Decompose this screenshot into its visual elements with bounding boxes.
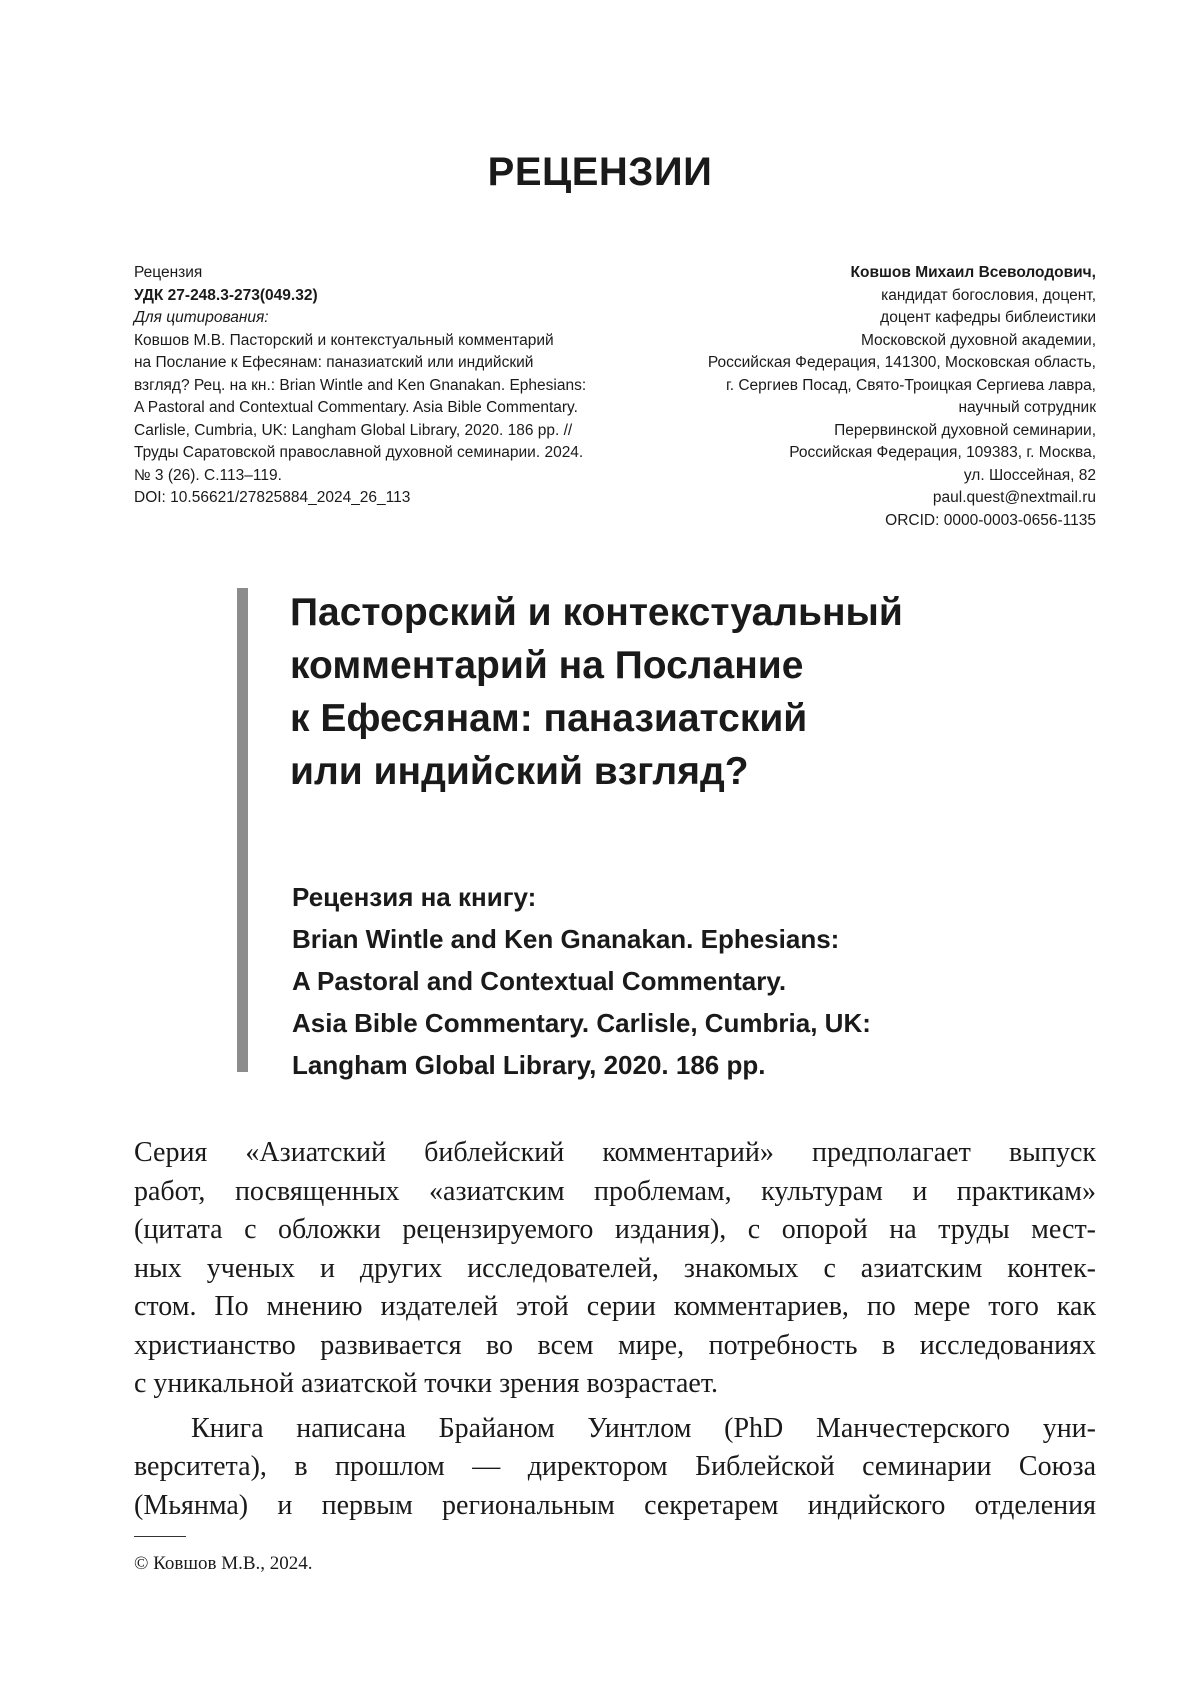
author-info-line: ул. Шоссейная, 82 xyxy=(963,466,1096,484)
text-line: стом. По мнению издателей этой серии комментариев, по мере того как xyxy=(134,1291,1096,1322)
author-orcid: ORCID: 0000-0003-0656-1135 xyxy=(885,511,1096,529)
citation-line: Carlisle, Cumbria, UK: Langham Global Library, 2020. 186 pp. // xyxy=(134,421,573,439)
paragraph-2 xyxy=(134,1410,1096,1526)
author-block xyxy=(610,262,1096,532)
text-line: Серия «Азиатский библейский комментарий» предполагает выпуск xyxy=(134,1137,1096,1168)
udc-code: УДК 27-248.3-273(049.32) xyxy=(134,286,318,304)
title-line: к Ефесянам: паназиатский xyxy=(290,697,808,740)
citation-line: на Послание к Ефесянам: паназиатский или индийский xyxy=(134,354,534,371)
text-line: (цитата с обложки рецензируемого издания), с опорой на труды мест- xyxy=(134,1214,1096,1245)
title-line: Пасторский и контекстуальный xyxy=(290,591,903,634)
citation-line: № 3 (26). С.113–119. xyxy=(134,466,282,484)
citation-line: Ковшов М.В. Пасторский и контекстуальный комментарий xyxy=(134,331,554,349)
author-info-line: Московской духовной академии, xyxy=(860,331,1096,349)
author-info-line: Российская Федерация, 109383, г. Москва, xyxy=(789,444,1096,461)
reviewed-book xyxy=(292,876,1092,1086)
title-accent-bar xyxy=(237,588,248,1072)
subtitle-line: Brian Wintle and Ken Gnanakan. Ephesians: xyxy=(292,924,840,954)
citation-line: A Pastoral and Contextual Commentary. Asia Bible Commentary. xyxy=(134,399,578,416)
author-info-line: кандидат богословия, доцент, xyxy=(881,286,1096,304)
text-line: ных ученых и других исследователей, знакомых с азиатским контек- xyxy=(134,1252,1096,1284)
author-info-line: г. Сергиев Посад, Свято-Троицкая Сергиева лавра, xyxy=(725,376,1096,394)
section-title: РЕЦЕНЗИИ xyxy=(487,150,713,194)
author-email: paul.quest@nextmail.ru xyxy=(932,489,1096,506)
article-title xyxy=(290,586,1090,798)
author-info-line: научный сотрудник xyxy=(958,399,1096,416)
text-line: (Мьянма) и первым региональным секретарем индийского отделения xyxy=(134,1489,1096,1521)
text-line: христианство развивается во всем мире, потребность в исследованиях xyxy=(134,1329,1096,1361)
cite-label: Для цитирования: xyxy=(134,309,269,326)
author-info-line: доцент кафедры библеистики xyxy=(880,309,1096,326)
author-info-line: Перервинской духовной семинарии, xyxy=(834,421,1096,439)
citation-block xyxy=(134,262,654,510)
title-line: комментарий на Послание xyxy=(290,644,804,687)
text-line: верситета), в прошлом — директором Библейской семинарии Союза xyxy=(134,1451,1096,1482)
citation-line: взгляд? Рец. на кн.: Brian Wintle and Ken Gnanakan. Ephesians: xyxy=(134,376,587,394)
citation-line: Труды Саратовской православной духовной семинарии. 2024. xyxy=(134,444,584,461)
text-line: Книга написана Брайаном Уинтлом (PhD Манчестерского уни- xyxy=(191,1412,1096,1444)
text-line: работ, посвященных «азиатским проблемам, культурам и практикам» xyxy=(134,1175,1096,1207)
subtitle-line: Asia Bible Commentary. Carlisle, Cumbria, UK: xyxy=(292,1008,871,1038)
author-info-line: Российская Федерация, 141300, Московская область, xyxy=(707,354,1096,371)
body-text xyxy=(134,1134,1096,1525)
footnote-divider xyxy=(134,1536,186,1537)
article-type: Рецензия xyxy=(134,264,203,281)
doi: DOI: 10.56621/27825884_2024_26_113 xyxy=(134,489,411,506)
subtitle-line: A Pastoral and Contextual Commentary. xyxy=(292,966,787,996)
text-line: с уникальной азиатской точки зрения возрастает. xyxy=(134,1368,718,1399)
subtitle-line: Рецензия на книгу: xyxy=(292,882,537,912)
paragraph-1 xyxy=(134,1134,1096,1404)
title-line: или индийский взгляд? xyxy=(290,750,749,793)
subtitle-line: Langham Global Library, 2020. 186 pp. xyxy=(292,1050,766,1080)
copyright-footnote: © Ковшов М.В., 2024. xyxy=(134,1553,313,1574)
author-name: Ковшов Михаил Всеволодович, xyxy=(850,264,1096,281)
